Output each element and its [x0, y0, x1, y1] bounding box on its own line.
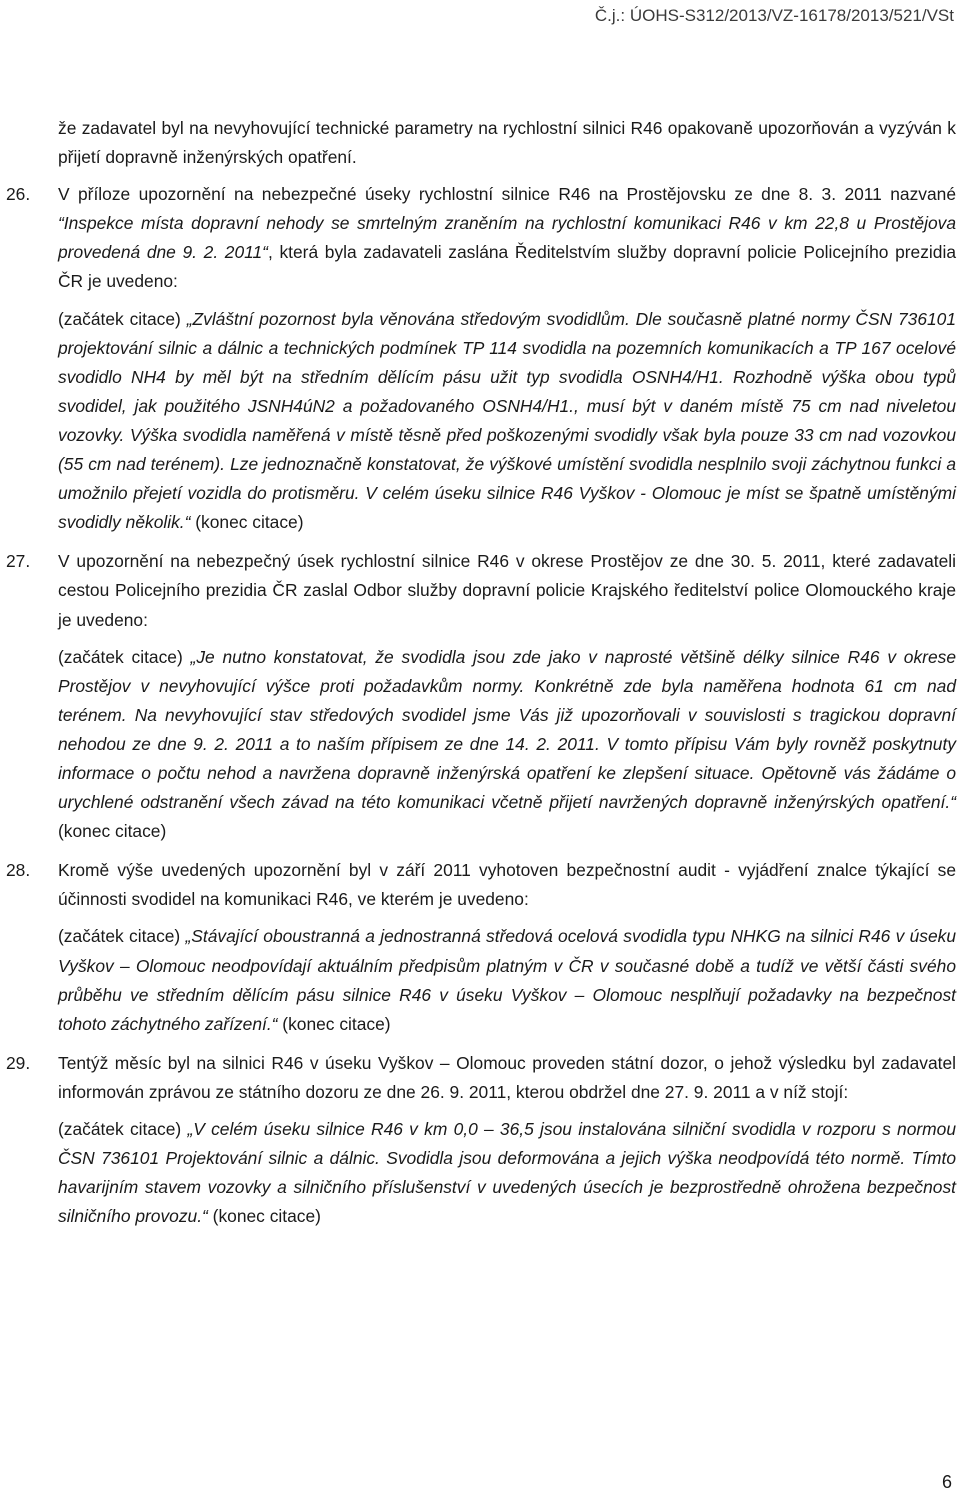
item-lead-paragraph — [58, 180, 956, 296]
item-number: 27. — [6, 551, 31, 572]
item-lead-tail: , která byla zadavateli zaslána Ředitelstvím služby dopravní policie Policejního prezidia ČR je uvedeno: — [58, 242, 956, 292]
numbered-item-29 — [6, 1049, 957, 1232]
item-lead-text: Tentýž měsíc byl na silnici R46 v úseku Vyškov – Olomouc proveden státní dozor, o jehož výsledku byl zadavatel informován zprávou ze státního dozoru ze dne 26. 9. 2011, kterou obdržel dne 27. 9. 2011 a v níž stojí: — [58, 1052, 956, 1102]
document-body — [6, 114, 957, 1241]
document-reference-number: Č.j.: ÚOHS-S312/2013/VZ-16178/2013/521/VSt — [594, 6, 954, 25]
numbered-item-28 — [6, 856, 956, 1039]
quote-close-label: (konec citace) — [207, 1206, 321, 1227]
quote-open-label: (začátek citace) — [58, 646, 191, 667]
quote-close-label: (konec citace) — [190, 512, 304, 533]
quote-close-label: (konec citace) — [277, 1013, 391, 1034]
item-number: 29. — [6, 1052, 31, 1073]
item-lead-paragraph — [58, 856, 956, 914]
item-lead-italic-title: “Inspekce místa dopravní nehody se smrtelným zraněním na rychlostní komunikaci R46 v km 22,8 u Prostějova provedená dne 9. 2. 2011“ — [58, 213, 956, 263]
item-lead-text: V upozornění na nebezpečný úsek rychlostní silnice R46 v okrese Prostějov ze dne 30. 5. 2011, které zadavateli cestou Policejního prezidia ČR zaslal Odbor služby dopravní policie Krajského ředitelství police Olomouckého kraje je uvedeno: — [58, 551, 956, 630]
item-lead-paragraph — [58, 1049, 956, 1107]
item-lead-text: V příloze upozornění na nebezpečné úseky rychlostní silnice R46 na Prostějovsku ze dne 8. 3. 2011 nazvané — [58, 184, 956, 205]
page-number: 6 — [941, 1472, 952, 1492]
item-lead-paragraph — [58, 547, 956, 634]
quote-text: „Je nutno konstatovat, že svodidla jsou zde jako v naprosté většině délky silnice R46 v okrese Prostějov v nevyhovující výšce proti požadavkům normy. Konkrétně zde byla naměřena hodnota 61 cm nad terénem. Na nevyhovující stav středových svodidel jsme Vás již upozorňovali v souvislosti s tragickou dopravní nehodou ze dne 9. 2. 2011 a to naším přípisem ze dne 14. 2. 2011. V tomto přípisu Vám byly rovněž poskytnuty informace o počtu nehod a navržena dopravně inženýrská opatření ke zlepšení situace. Opětovně vás žádáme o urychlené odstranění všech závad na této komunikaci včetně přijetí navržených dopravně inženýrských opatření.“ — [58, 646, 957, 813]
quote-paragraph — [58, 643, 956, 847]
quote-open-label: (začátek citace) — [58, 926, 186, 947]
numbered-item-27 — [6, 547, 957, 846]
quote-paragraph — [58, 305, 956, 538]
intro-paragraph: že zadavatel byl na nevyhovující technické parametry na rychlostní silnici R46 opakovaně upozorňován a vyzýván k přijetí dopravně inženýrských opatření. — [58, 118, 956, 168]
quote-text: „V celém úseku silnice R46 v km 0,0 – 36,5 jsou instalována silniční svodidla v rozporu s normou ČSN 736101 Projektování silnic a dálnic. Svodidla jsou deformována a jejich výška neodpovídá této normě. Tímto havarijním stavem vozovky a silničního příslušenství v uvedených úsecích je bezprostředně ohrožena bezpečnost silničního provozu.“ — [58, 1119, 957, 1227]
numbered-item-26 — [6, 180, 957, 537]
quote-paragraph — [58, 922, 956, 1038]
quote-text: „Stávající oboustranná a jednostranná středová ocelová svodidla typu NHKG na silnici R46 v úseku Vyškov – Olomouc neodpovídají aktuálním předpisům platným v ČR v současné době a tudíž ve větší části svého průběhu ve středním dělícím pásu silnice R46 v úseku Vyškov – Olomouc nesplňují požadavky na bezpečnost tohoto záchytného zařízení.“ — [58, 926, 956, 1034]
quote-close-label: (konec citace) — [58, 821, 167, 842]
item-number: 26. — [6, 184, 31, 205]
item-lead-text: Kromě výše uvedených upozornění byl v září 2011 vyhotoven bezpečnostní audit - vyjádření znalce týkající se účinnosti svodidel na komunikaci R46, ve kterém je uvedeno: — [58, 860, 956, 910]
quote-open-label: (začátek citace) — [58, 1119, 188, 1139]
quote-paragraph — [58, 1115, 956, 1231]
quote-open-label: (začátek citace) — [58, 308, 187, 329]
item-number: 28. — [6, 860, 31, 881]
quote-text: „Zvláštní pozornost byla věnována středovým svodidlům. Dle současně platné normy ČSN 736101 projektování silnic a dálnic a technických podmínek TP 114 svodidla na pozemních komunikacích a TP 167 ocelové svodidlo NH4 by měl být na středním dělícím pásu užit typ svodidla OSNH4/H1. Rozhodně výška obou typů svodidel, jak použitého JSNH4úN2 a požadovaného OSNH4/H1., musí být v daném místě 75 cm nad niveletou vozovky. Výška svodidla naměřená v místě těsně před poškozenými svodidly však byla pouze 33 cm nad vozovkou (55 cm nad terénem). Lze jednoznačně konstatovat, že výškové umístění svodidla nesplnilo svoji záchytnou funkci a umožnilo přejetí vozidla do protisměru. V celém úseku silnice R46 Vyškov - Olomouc je míst se špatně umístěnými svodidly několik.“ — [58, 308, 957, 533]
